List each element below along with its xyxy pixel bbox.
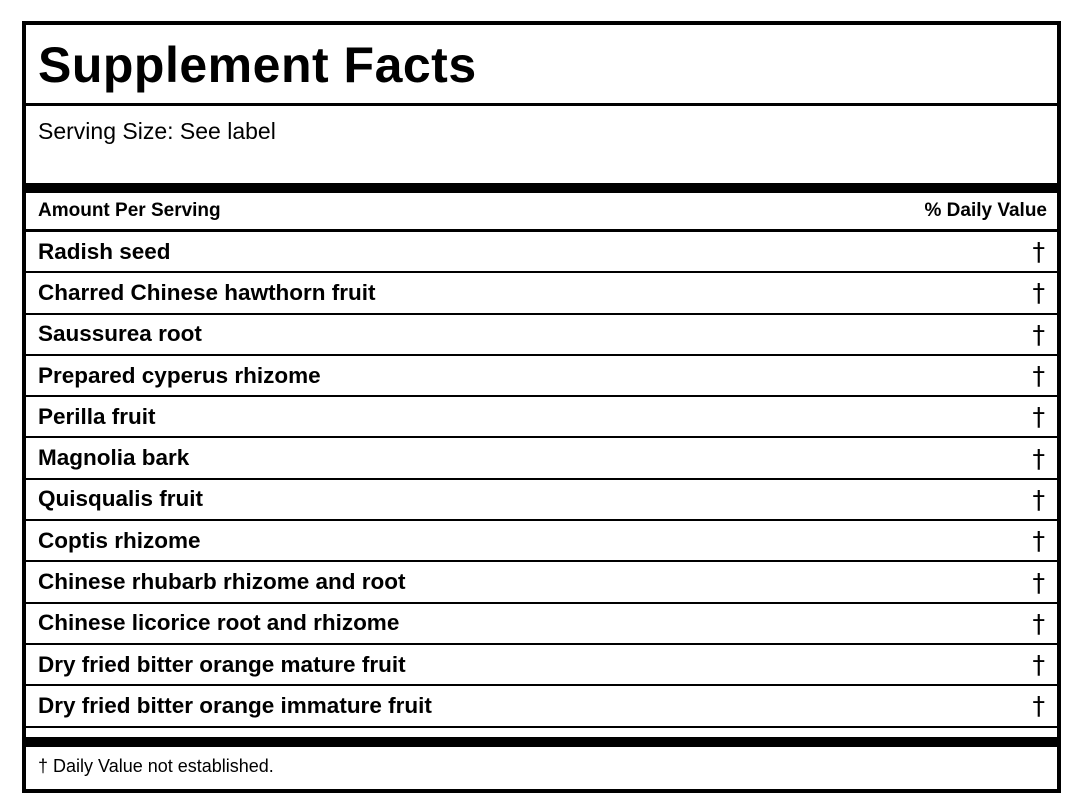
daily-value-dagger: † [1032, 278, 1045, 308]
ingredient-name: Quisqualis fruit [38, 486, 204, 512]
ingredient-row [26, 645, 1057, 686]
thick-divider-bottom [26, 737, 1057, 747]
daily-value-dagger: † [1032, 650, 1045, 680]
daily-value-dagger: † [1032, 443, 1045, 473]
ingredient-name: Perilla fruit [38, 403, 156, 429]
thick-divider-top [26, 183, 1057, 193]
column-header-row [26, 193, 1057, 232]
daily-value-dagger: † [1032, 402, 1045, 432]
ingredient-name: Radish seed [38, 238, 171, 264]
ingredient-row [26, 521, 1057, 562]
serving-size-text: Serving Size: See label [38, 118, 276, 144]
daily-value-dagger: † [1032, 691, 1045, 721]
ingredient-name: Chinese rhubarb rhizome and root [38, 569, 406, 595]
daily-value-dagger: † [1032, 484, 1045, 514]
ingredient-row [26, 480, 1057, 521]
ingredient-row [26, 604, 1057, 645]
ingredient-row [26, 562, 1057, 603]
ingredient-name: Charred Chinese hawthorn fruit [38, 279, 376, 305]
daily-value-label: % Daily Value [924, 200, 1047, 221]
ingredient-name: Saussurea root [38, 321, 202, 347]
title-row [26, 25, 1057, 106]
footnote-row [26, 747, 1057, 787]
ingredient-name: Coptis rhizome [38, 527, 201, 553]
ingredient-name: Dry fried bitter orange mature fruit [38, 651, 406, 677]
footnote-text: † Daily Value not established. [38, 756, 274, 777]
daily-value-dagger: † [1032, 608, 1045, 638]
daily-value-dagger: † [1032, 361, 1045, 391]
daily-value-dagger: † [1032, 319, 1045, 349]
spacer [26, 728, 1057, 737]
panel-title: Supplement Facts [38, 37, 477, 93]
serving-size-row [26, 106, 1057, 183]
daily-value-dagger: † [1032, 567, 1045, 597]
ingredient-row [26, 273, 1057, 314]
ingredient-row [26, 686, 1057, 727]
ingredient-name: Prepared cyperus rhizome [38, 362, 321, 388]
ingredient-row [26, 438, 1057, 479]
ingredient-row [26, 356, 1057, 397]
ingredient-name: Dry fried bitter orange immature fruit [38, 692, 432, 718]
ingredient-row [26, 397, 1057, 438]
amount-per-serving-label: Amount Per Serving [38, 200, 221, 221]
ingredient-row [26, 315, 1057, 356]
ingredient-name: Magnolia bark [38, 445, 190, 471]
daily-value-dagger: † [1032, 237, 1045, 267]
daily-value-dagger: † [1032, 526, 1045, 556]
ingredient-row [26, 232, 1057, 273]
ingredient-name: Chinese licorice root and rhizome [38, 610, 400, 636]
supplement-facts-panel [22, 21, 1061, 793]
